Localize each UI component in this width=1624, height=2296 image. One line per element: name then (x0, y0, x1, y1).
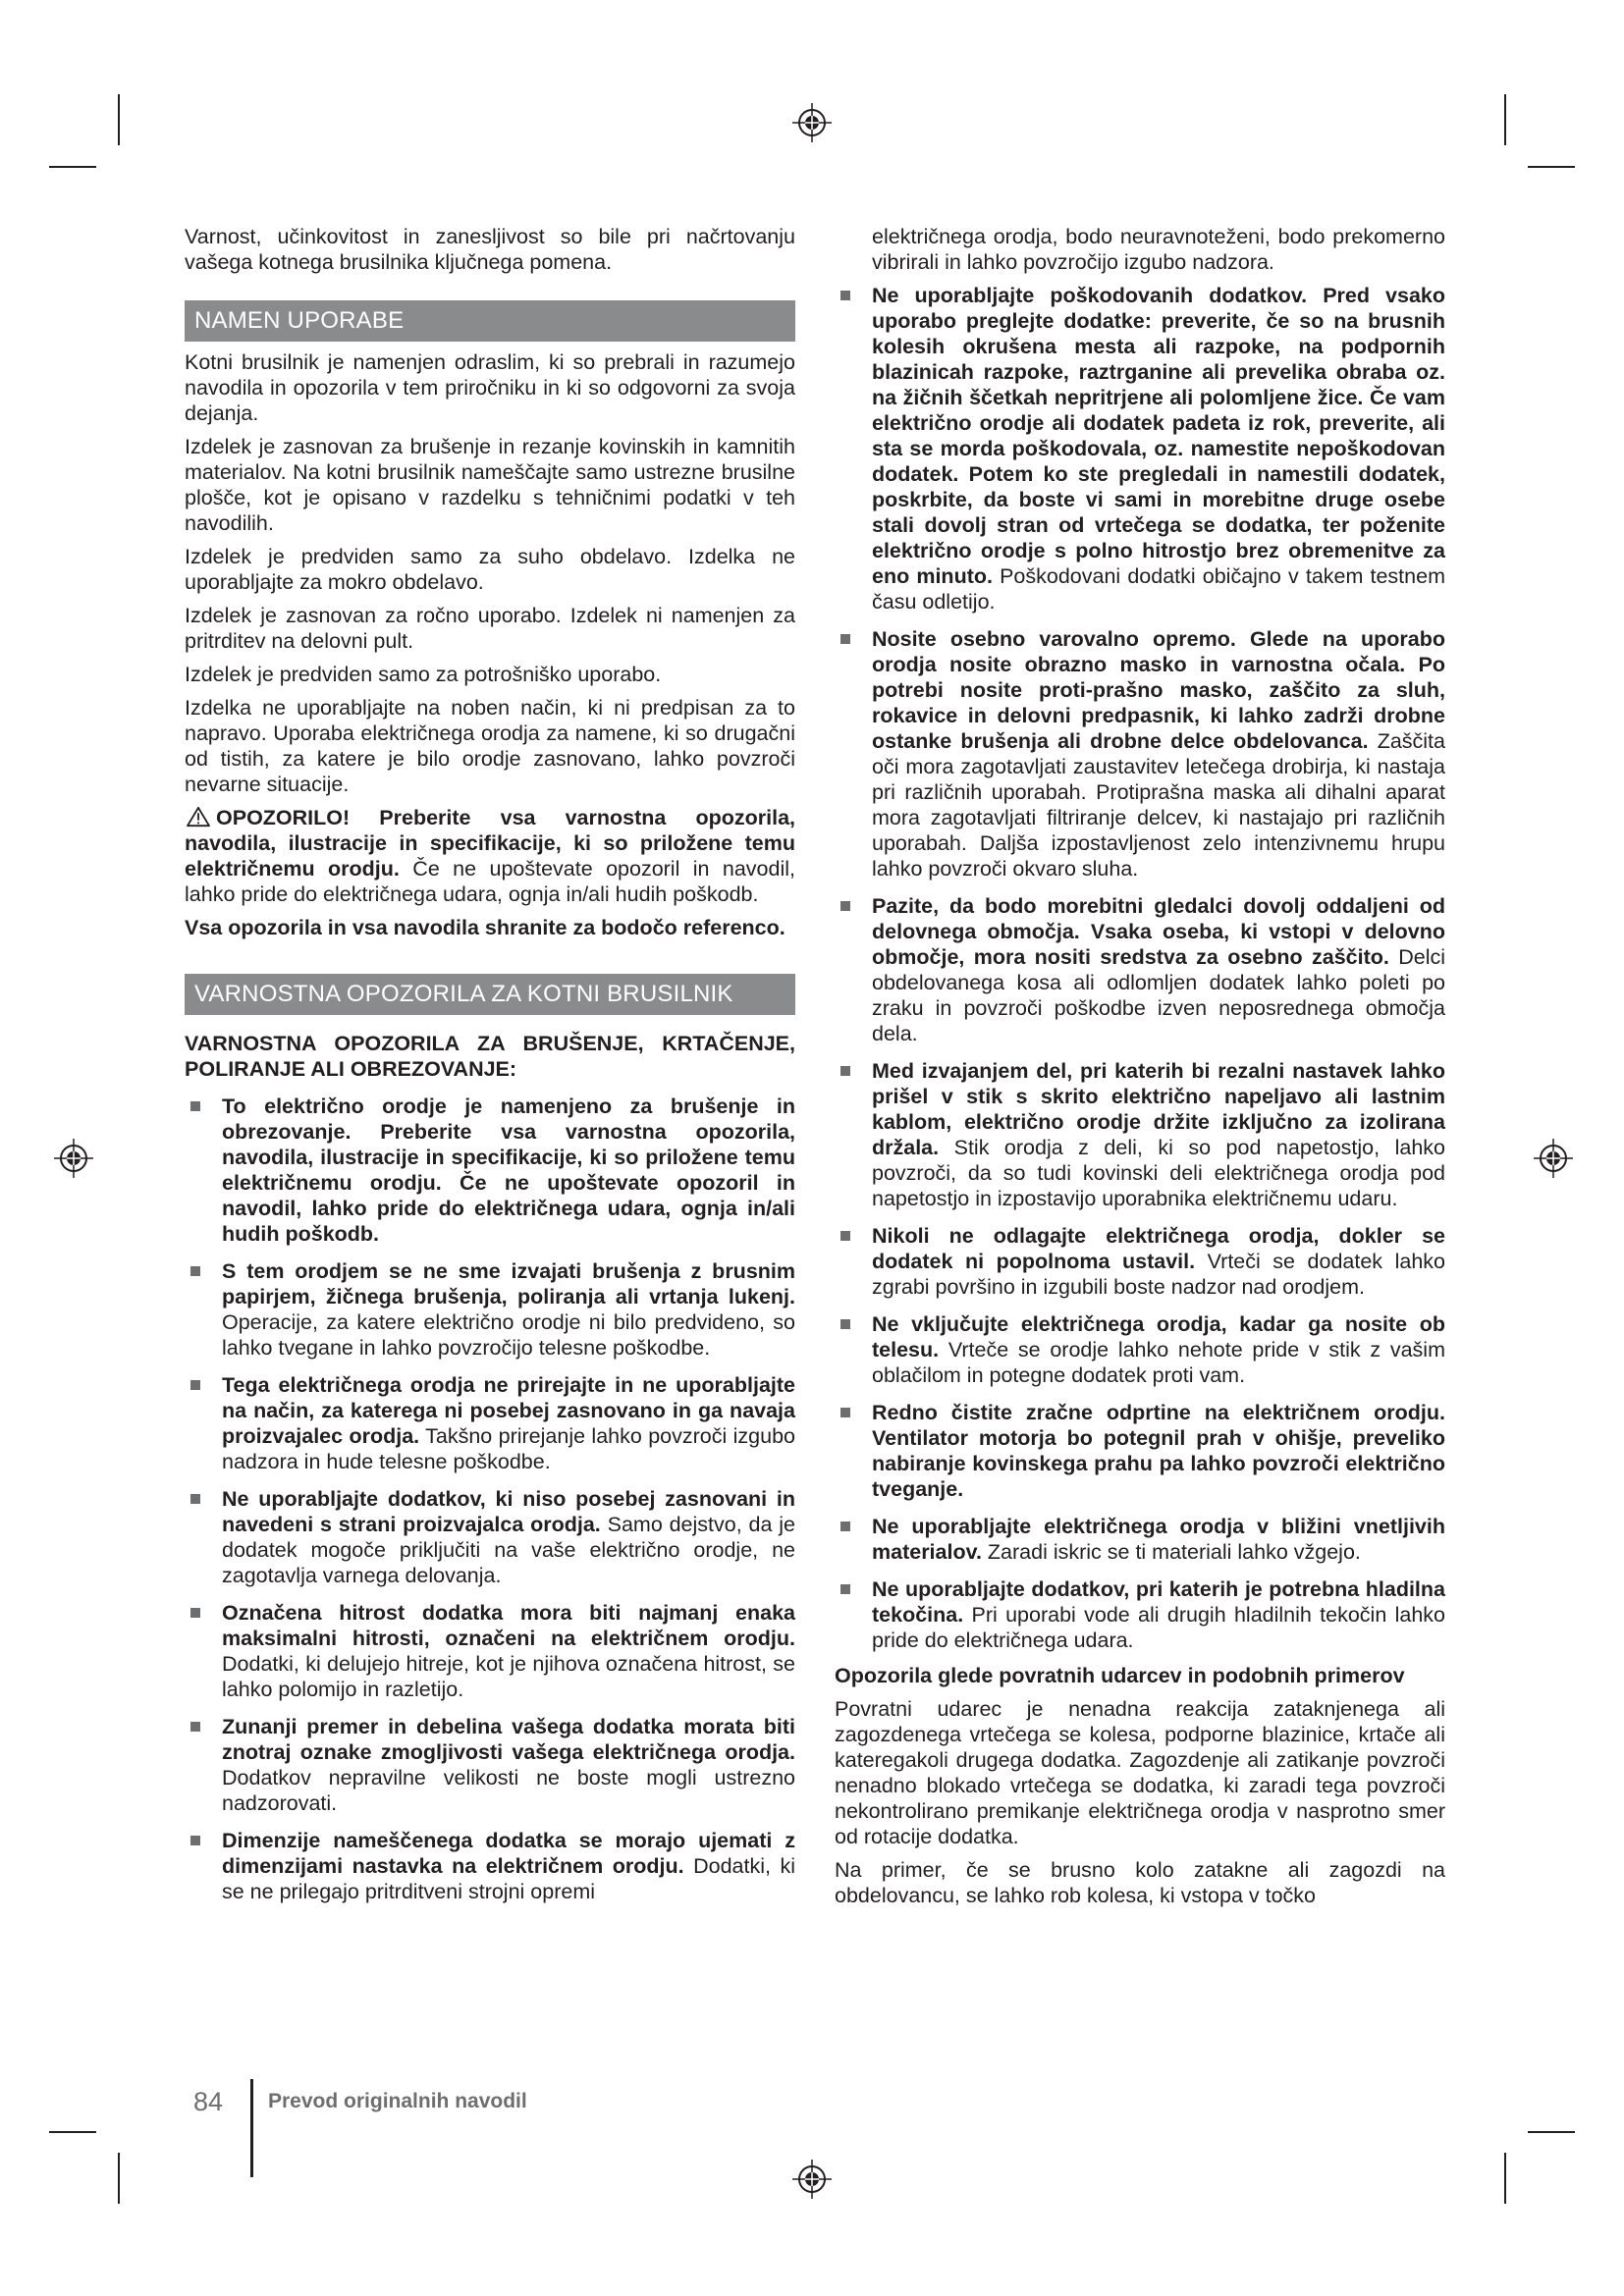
bullet-icon (190, 1380, 200, 1390)
paragraph: Izdelek je zasnovan za ročno uporabo. Izdelek ni namenjen za pritrditev na delovni pult. (185, 604, 795, 653)
bullet-icon (840, 1066, 850, 1076)
warning-text: Če ne upoštevate opozoril in navodil, lahko pride do električnega udara, ognja in/ali hudih poškodb. (185, 857, 795, 906)
left-column (185, 224, 795, 1916)
bullet-icon (840, 1408, 850, 1417)
list-item: Dimenzije nameščenega dodatka se morajo ujemati z dimenzijami nastavka na električnem orodju. Dodatki, ki se ne prilegajo pritrditveni strojni opremi (185, 1828, 795, 1904)
kickback-heading: Opozorila glede povratnih udarcev in podobnih primerov (835, 1664, 1405, 1687)
paragraph: Kotni brusilnik je namenjen odraslim, ki so prebrali in razumejo navodila in opozorila v tem priročniku in ki so odgovorni za svoja dejanja. (185, 350, 795, 425)
registration-mark-icon (54, 1139, 93, 1178)
paragraph: Izdelka ne uporabljajte na noben način, ki ni predpisan za to napravo. Uporaba električnega orodja za namene, ki so drugačni od tistih, za katere je bilo orodje zasnovano, lahko povzroči nevarne situacije. (185, 696, 795, 796)
crop-mark (118, 2153, 120, 2204)
bullet-icon (840, 1319, 850, 1329)
left-warning-list (185, 1094, 795, 1904)
list-item: To električno orodje je namenjeno za brušenje in obrezovanje. Preberite vsa varnostna opozorila, navodila, ilustracije in specifikacije, ki so priložene temu električnemu orodju. Če ne upoštevate opozoril in navodil, lahko pride do električnega udara, ognja in/ali hudih poškodb. (185, 1094, 795, 1247)
paragraph: Izdelek je zasnovan za brušenje in rezanje kovinskih in kamnitih materialov. Na kotni brusilnik nameščajte samo ustrezne brusilne plošče, kot je opisano v razdelku s tehničnimi podatki v teh navodilih. (185, 435, 795, 535)
crop-mark (1528, 2131, 1575, 2133)
footer-text: Prevod originalnih navodil (268, 2090, 527, 2112)
registration-mark-icon (792, 2160, 832, 2199)
continued-paragraph: električnega orodja, bodo neuravnoteženi, bodo prekomerno vibrirali in lahko povzročijo izgubo nadzora. (872, 225, 1445, 274)
list-item: Ne uporabljajte dodatkov, pri katerih je potrebna hladilna tekočina. Pri uporabi vode ali drugih hladilnih tekočin lahko pride do električnega udara. (835, 1576, 1445, 1653)
crop-mark (1504, 94, 1506, 145)
right-warning-list (835, 283, 1445, 1653)
subheading-grinding-warnings: VARNOSTNA OPOZORILA ZA BRUŠENJE, KRTAČENJE, POLIRANJE ALI OBREZOVANJE: (185, 1032, 795, 1081)
section-header-intended-use: NAMEN UPORABE (185, 300, 795, 342)
warning-paragraph (185, 805, 795, 907)
section-header-safety-warnings: VARNOSTNA OPOZORILA ZA KOTNI BRUSILNIK (185, 974, 795, 1015)
bullet-icon (840, 1522, 850, 1531)
bullet-icon (840, 1584, 850, 1594)
paragraph: Izdelek je predviden samo za potrošniško uporabo. (185, 663, 662, 686)
list-item: Nikoli ne odlagajte električnega orodja, dokler se dodatek ni popolnoma ustavil. Vrteči se dodatek lahko zgrabi površino in izgubili boste nadzor nad orodjem. (835, 1223, 1445, 1300)
list-item: Ne uporabljajte dodatkov, ki niso posebej zasnovani in navedeni s strani proizvajalca orodja. Samo dejstvo, da je dodatek mogoče priključiti na vaše električno orodje, ne zagotavlja varnega delovanja. (185, 1486, 795, 1588)
crop-mark (49, 166, 96, 168)
list-item: Pazite, da bodo morebitni gledalci dovolj oddaljeni od delovnega območja. Vsaka oseba, ki vstopi v delovno območje, mora nositi sredstva za osebno zaščito. Delci obdelovanega kosa ali odlomljen dodatek lahko poleti po zraku in povzroči poškodbe izven neposrednega območja dela. (835, 893, 1445, 1046)
bullet-icon (190, 1722, 200, 1732)
paragraph: Izdelek je predviden samo za suho obdelavo. Izdelka ne uporabljajte za mokro obdelavo. (185, 545, 795, 594)
list-item: Nosite osebno varovalno opremo. Glede na uporabo orodja nosite obrazno masko in varnostna očala. Po potrebi nosite proti-prašno masko, zaščito za sluh, rokavice in delovni predpasnik, ki lahko zadrži drobne ostanke brušenja ali drobne delce obdelovanca. Zaščita oči mora zagotavljati zaustavitev letečega drobirja, ki nastaja pri različnih uporabah. Protiprašna maska ali dihalni aparat mora zagotavljati filtriranje delcev, ki nastajajo pri različnih uporabah. Daljša izpostavljenost zelo intenzivnemu hrupu lahko povzroči okvaro sluha. (835, 626, 1445, 881)
bullet-icon (190, 1101, 200, 1111)
warning-triangle-icon (185, 806, 212, 828)
list-item: Zunanji premer in debelina vašega dodatka morata biti znotraj oznake zmogljivosti vašega električnega orodja. Dodatkov nepravilne velikosti ne boste mogli ustrezno nadzorovati. (185, 1714, 795, 1816)
crop-mark (118, 94, 120, 145)
page-number: 84 (193, 2087, 224, 2116)
crop-mark (49, 2131, 96, 2133)
bullet-icon (840, 1231, 850, 1241)
list-item: Ne uporabljajte poškodovanih dodatkov. Pred vsako uporabo preglejte dodatke: preverite, če so na brusnih kolesih okrušena mesta ali razpoke, na podpornih blazinicah razpoke, raztrganine ali prevelika obraba oz. na žičnih ščetkah nepritrjene ali polomljene žice. Če vam električno orodje ali dodatek padeta iz rok, preverite, ali sta se morda poškodovala, oz. namestite nepoškodovan dodatek. Potem ko ste pregledali in namestili dodatek, poskrbite, da boste vi sami in morebitne druge osebe stali dovolj stran od vrtečega se dodatka, ter poženite električno orodje s polno hitrostjo brez obremenitve za eno minuto. Poškodovani dodatki običajno v takem testnem času odletijo. (835, 283, 1445, 614)
crop-mark (1504, 2153, 1506, 2204)
list-item: Označena hitrost dodatka mora biti najmanj enaka maksimalni hitrosti, označeni na električnem orodju. Dodatki, ki delujejo hitreje, kot je njihova označena hitrost, se lahko polomijo in razletijo. (185, 1600, 795, 1702)
list-item: Ne uporabljajte električnega orodja v bližini vnetljivih materialov. Zaradi iskric se ti materiali lahko vžgejo. (835, 1514, 1445, 1565)
bullet-icon (840, 291, 850, 300)
keep-instructions: Vsa opozorila in vsa navodila shranite za bodočo referenco. (185, 916, 785, 939)
registration-mark-icon (792, 103, 832, 142)
intro-paragraph: Varnost, učinkovitost in zanesljivost so bile pri načrtovanju vašega kotnega brusilnika ključnega pomena. (185, 225, 795, 274)
registration-mark-icon (1534, 1139, 1573, 1178)
warning-bold: OPOZORILO! Preberite vsa varnostna opozorila, navodila, ilustracije in specifikacije, ki so priložene temu električnemu orodju. (185, 806, 795, 881)
bullet-icon (190, 1608, 200, 1618)
bullet-icon (190, 1836, 200, 1845)
paragraph: Na primer, če se brusno kolo zatakne ali zagozdi na obdelovancu, se lahko rob kolesa, ki vstopa v točko (835, 1858, 1445, 1907)
crop-mark (1528, 166, 1575, 168)
bullet-icon (190, 1494, 200, 1504)
bullet-icon (190, 1266, 200, 1276)
list-item: Redno čistite zračne odprtine na električnem orodju. Ventilator motorja bo potegnil prah v ohišje, preveliko nabiranje kovinskega prahu pa lahko povzroči električno tveganje. (835, 1400, 1445, 1502)
list-item: Tega električnega orodja ne prirejajte in ne uporabljajte na način, za katerega ni posebej zasnovano in ga navaja proizvajalec orodja. Takšno prirejanje lahko povzroči izgubo nadzora in hude telesne poškodbe. (185, 1372, 795, 1474)
footer-divider (250, 2079, 253, 2177)
bullet-icon (840, 634, 850, 644)
paragraph: Povratni udarec je nenadna reakcija zataknjenega ali zagozdenega vrtečega se kolesa, podporne blazinice, krtače ali kateregakoli drugega dodatka. Zagozdenje ali zatikanje povzroči nenadno blokado vrtečega se dodatka, ki zaradi tega povzroči nekontrolirano premikanje električnega orodja v nasprotno smer od rotacije dodatka. (835, 1697, 1445, 1848)
right-column (835, 224, 1445, 1916)
list-item: Ne vključujte električnega orodja, kadar ga nosite ob telesu. Vrteče se orodje lahko nehote pride v stik z vašim oblačilom in potegne dodatek proti vam. (835, 1311, 1445, 1388)
list-item: S tem orodjem se ne sme izvajati brušenja z brusnim papirjem, žičnega brušenja, poliranja ali vrtanja lukenj. Operacije, za katere električno orodje ni bilo predvideno, so lahko tvegane in lahko povzročijo telesne poškodbe. (185, 1258, 795, 1361)
bullet-icon (840, 901, 850, 911)
list-item: Med izvajanjem del, pri katerih bi rezalni nastavek lahko prišel v stik s skrito električno napeljavo ali lastnim kablom, električno orodje držite izključno za izolirana držala. Stik orodja z deli, ki so pod napetostjo, lahko povzroči, da so tudi kovinski deli električnega orodja pod napetostjo in izpostavijo uporabnika električnemu udaru. (835, 1058, 1445, 1211)
